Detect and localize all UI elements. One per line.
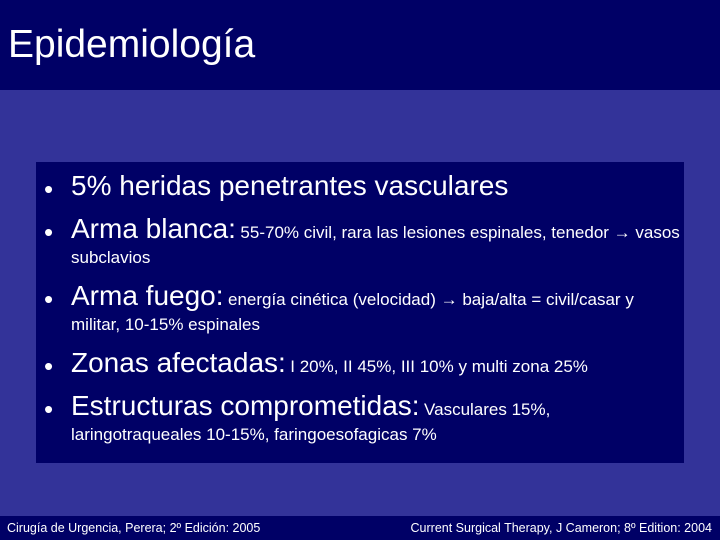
bullet-list [36,169,684,456]
slide-title: Epidemiología [8,23,256,66]
bullet-dot: • [44,351,54,381]
bullet-detail: energía cinética (velocidad) → baja/alta = civil/casar y militar, 10-15% espinales [71,290,634,334]
bullet-item [36,169,684,203]
bullet-dot: • [44,394,54,424]
bullet-dot: • [44,174,54,204]
footer [0,516,720,540]
title-bar [0,0,720,90]
footer-right-reference: Current Surgical Therapy, J Cameron; 8º Edition: 2004 [410,521,712,535]
bullet-item [36,389,684,447]
content-box [36,162,684,463]
bullet-item [36,279,684,337]
bullet-dot: • [44,284,54,314]
bullet-detail: Vasculares 15%, laringotraqueales 10-15%, faringoesofagicas 7% [71,400,551,444]
bullet-item [36,346,684,380]
bullet-head: Arma fuego: [71,280,224,311]
bullet-item [36,212,684,270]
bullet-detail: 55-70% civil, rara las lesiones espinales, tenedor → vasos subclavios [71,223,680,267]
bullet-head: Estructuras comprometidas: [71,390,420,421]
bullet-detail: I 20%, II 45%, III 10% y multi zona 25% [290,357,588,376]
bullet-head: 5% heridas penetrantes vasculares [71,170,509,201]
bullet-head: Zonas afectadas: [71,347,286,378]
bullet-head: Arma blanca: [71,213,236,244]
bullet-dot: • [44,217,54,247]
footer-left-reference: Cirugía de Urgencia, Perera; 2º Edición: 2005 [7,521,261,535]
